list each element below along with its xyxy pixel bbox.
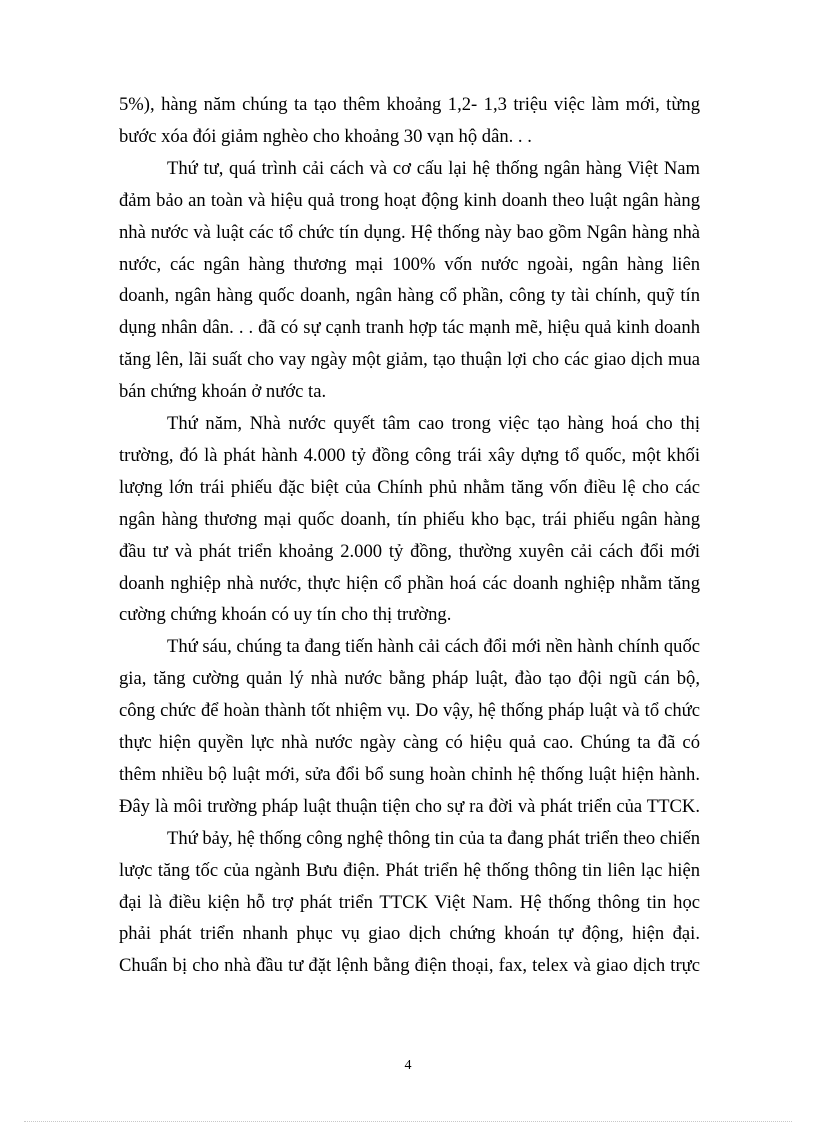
text-line xyxy=(0,444,816,476)
text-line xyxy=(0,508,816,540)
text-line-content: gia, tăng cường quản lý nhà nước bằng pháp luật, đào tạo đội ngũ cán bộ, xyxy=(119,668,700,689)
text-line-content: đại là điều kiện hỗ trợ phát triển TTCK Việt Nam. Hệ thống thông tin học xyxy=(119,892,700,913)
text-line xyxy=(0,891,816,923)
text-line xyxy=(0,795,816,827)
text-line-content: Thứ sáu, chúng ta đang tiến hành cải cách đổi mới nền hành chính quốc xyxy=(167,636,700,657)
text-line-content: cường chứng khoán có uy tín cho thị trường. xyxy=(119,604,452,625)
text-line-content: ngân hàng thương mại quốc doanh, tín phiếu kho bạc, trái phiếu ngân hàng xyxy=(119,509,700,530)
text-line-content: công chức để hoàn thành tốt nhiệm vụ. Do vậy, hệ thống pháp luật và tổ chức xyxy=(119,700,700,721)
text-line-content: lược tăng tốc của ngành Bưu điện. Phát triển hệ thống thông tin liên lạc hiện xyxy=(119,860,700,881)
text-line-content: Thứ năm, Nhà nước quyết tâm cao trong việc tạo hàng hoá cho thị xyxy=(167,413,700,434)
text-line-content: phải phát triển nhanh phục vụ giao dịch chứng khoán tự động, hiện đại. xyxy=(119,923,700,944)
text-line-content: Chuẩn bị cho nhà đầu tư đặt lệnh bằng điện thoại, fax, telex và giao dịch trực xyxy=(119,955,700,976)
text-line-content: Thứ bảy, hệ thống công nghệ thông tin của ta đang phát triển theo chiến xyxy=(167,828,700,849)
text-line xyxy=(0,253,816,285)
text-line-content: doanh nghiệp nhà nước, thực hiện cổ phần hoá các doanh nghiệp nhằm tăng xyxy=(119,573,700,594)
text-line-content: lượng lớn trái phiếu đặc biệt của Chính phủ nhằm tăng vốn điều lệ cho các xyxy=(119,477,700,498)
text-line xyxy=(0,540,816,572)
text-line xyxy=(0,827,816,859)
text-line xyxy=(0,922,816,954)
text-line xyxy=(0,635,816,667)
text-line-content: Thứ tư, quá trình cải cách và cơ cấu lại hệ thống ngân hàng Việt Nam xyxy=(167,158,700,179)
text-line xyxy=(0,221,816,253)
page-number: 4 xyxy=(404,1058,412,1073)
text-line-content: trường, đó là phát hành 4.000 tỷ đồng công trái xây dựng tổ quốc, một khối xyxy=(119,445,700,466)
text-line-content: thêm nhiều bộ luật mới, sửa đổi bổ sung hoàn chỉnh hệ thống luật hiện hành. xyxy=(119,764,700,785)
text-line xyxy=(0,572,816,604)
text-line xyxy=(0,954,816,986)
text-line xyxy=(0,476,816,508)
text-line xyxy=(0,348,816,380)
text-line-content: bán chứng khoán ở nước ta. xyxy=(119,381,327,402)
text-line xyxy=(0,667,816,699)
text-line xyxy=(0,189,816,221)
text-line xyxy=(0,859,816,891)
text-line xyxy=(0,603,816,635)
text-line-content: đầu tư và phát triển khoảng 2.000 tỷ đồng, thường xuyên cải cách đổi mới xyxy=(119,541,700,562)
text-line xyxy=(0,763,816,795)
text-line xyxy=(0,284,816,316)
text-line xyxy=(0,380,816,412)
text-line xyxy=(0,316,816,348)
text-line-content: đảm bảo an toàn và hiệu quả trong hoạt động kinh doanh theo luật ngân hàng xyxy=(119,190,700,211)
text-line-content: nước, các ngân hàng thương mại 100% vốn nước ngoài, ngân hàng liên xyxy=(119,254,700,275)
text-line-content: dụng nhân dân. . . đã có sự cạnh tranh hợp tác mạnh mẽ, hiệu quả kinh doanh xyxy=(119,317,700,338)
text-line xyxy=(0,93,816,125)
text-line-content: Đây là môi trường pháp luật thuận tiện cho sự ra đời và phát triển của TTCK. xyxy=(119,796,700,817)
text-line-content: thực hiện quyền lực nhà nước ngày càng có hiệu quả cao. Chúng ta đã có xyxy=(119,732,700,753)
text-line-content: bước xóa đói giảm nghèo cho khoảng 30 vạn hộ dân. . . xyxy=(119,126,532,147)
text-line xyxy=(0,412,816,444)
text-line xyxy=(0,125,816,157)
text-line xyxy=(0,731,816,763)
text-line xyxy=(0,157,816,189)
text-line-content: doanh, ngân hàng quốc doanh, ngân hàng cổ phần, công ty tài chính, quỹ tín xyxy=(119,285,700,306)
text-line-content: nhà nước và luật các tổ chức tín dụng. Hệ thống này bao gồm Ngân hàng nhà xyxy=(119,222,700,243)
text-line xyxy=(0,699,816,731)
text-line-content: tăng lên, lãi suất cho vay ngày một giảm, tạo thuận lợi cho các giao dịch mua xyxy=(119,349,700,370)
footer-divider xyxy=(24,1121,792,1122)
text-line-content: 5%), hàng năm chúng ta tạo thêm khoảng 1,2- 1,3 triệu việc làm mới, từng xyxy=(119,94,700,115)
